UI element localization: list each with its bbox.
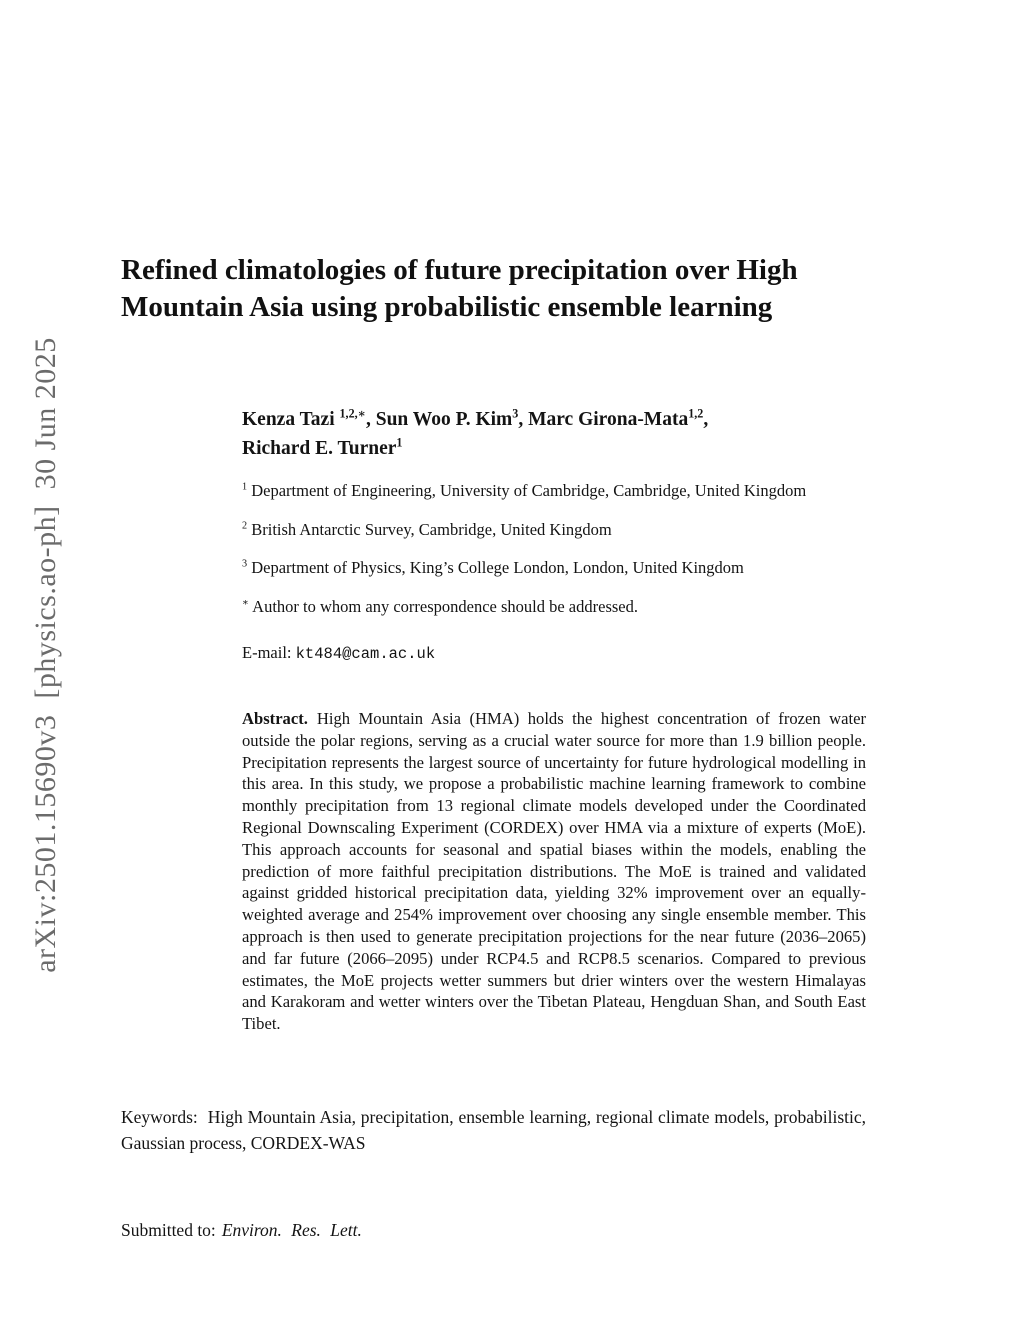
author-separator: , [518,409,529,430]
keywords-line [121,1104,866,1156]
affiliation-text: Department of Physics, King’s College London, London, United Kingdom [251,558,744,577]
affiliation-item [242,557,882,578]
keywords-text: High Mountain Asia, precipitation, ensemble learning, regional climate models, probabilistic, Gaussian process, CORDEX-WAS [121,1107,866,1153]
email-line [242,643,435,663]
arxiv-watermark: arXiv:2501.15690v3 [physics.ao-ph] 30 Jun 2025 [29,337,62,973]
author-name: Sun Woo P. Kim [375,409,513,430]
email-address: kt484@cam.ac.uk [295,645,436,663]
author-name: Marc Girona-Mata [528,409,689,430]
abstract-label: Abstract. [242,709,308,728]
paper-title: Refined climatologies of future precipitation over High Mountain Asia using probabilistic ensemble learning [121,254,798,323]
author-separator: , [703,409,709,430]
author-name: Richard E. Turner [242,438,397,459]
keywords-label: Keywords: [121,1107,198,1127]
abstract [242,708,866,1035]
affiliation-text: British Antarctic Survey, Cambridge, United Kingdom [251,519,612,539]
submitted-label: Submitted to: [121,1220,216,1240]
submitted-line [121,1220,362,1241]
affiliation-marker: 3 [242,558,248,570]
corresponding-author-note [242,596,882,617]
author-list [242,405,882,463]
author-affiliation-marker: 1,2,∗ [339,406,366,421]
corresponding-author-text: Author to whom any correspondence should be addressed. [252,596,638,616]
affiliation-list [242,480,882,634]
abstract-text: High Mountain Asia (HMA) holds the highest concentration of frozen water outside the polar regions, serving as a crucial water source for more than 1.9 billion people. Precipitation represents the largest source of uncertainty for future hydrological modelling in this area. In this study, we propose a probabilistic machine learning framework to combine monthly precipitation from 13 regional climate models developed under the Coordinated Regional Downscaling Experiment (CORDEX) over HMA via a mixture of experts (MoE). This approach accounts for seasonal and spatial biases within the models, enabling the prediction of more faithful precipitation distributions. The MoE is trained and validated against gridded historical precipitation data, yielding 32% improvement over an equally-weighted average and 254% improvement over choosing any single ensemble member. This approach is then used to generate precipitation projections for the near future (2036–2065) and far future (2066–2095) under RCP4.5 and RCP8.5 scenarios. Compared to previous estimates, the MoE projects wetter summers but drier winters over the western Himalayas and Karakoram and wetter winters over the Tibetan Plateau, Hengduan Shan, and South East Tibet. [242,709,866,1034]
journal-name: Environ. Res. Lett. [221,1220,362,1240]
corresponding-author-marker: ∗ [242,597,249,608]
author-affiliation-marker: 1 [396,435,403,450]
author-affiliation-marker: 3 [512,406,519,421]
author-name: Kenza Tazi [242,409,340,430]
affiliation-marker: 2 [242,520,248,531]
author-affiliation-marker: 1,2 [688,406,704,421]
affiliation-item [242,480,882,501]
affiliation-marker: 1 [242,481,248,493]
affiliation-item [242,519,882,540]
author-separator: , [365,409,376,430]
email-label: E-mail: [242,643,296,662]
affiliation-text: Department of Engineering, University of Cambridge, Cambridge, United Kingdom [251,481,807,500]
